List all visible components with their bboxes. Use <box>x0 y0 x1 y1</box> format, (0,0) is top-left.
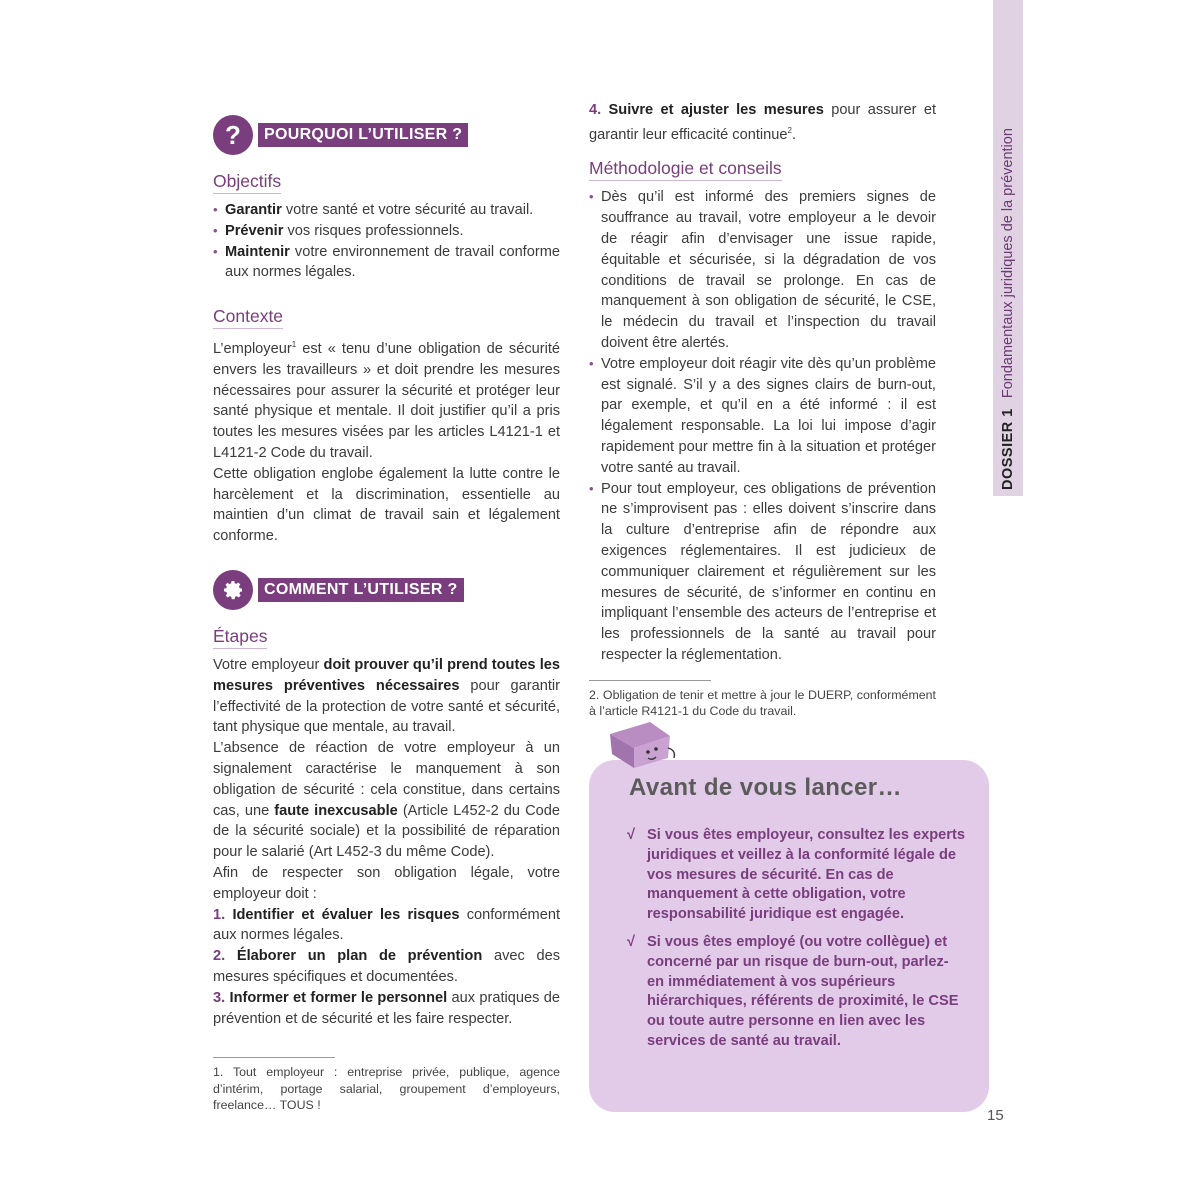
step-item: 3. Informer et former le personnel aux pratiques de prévention et de sécurité et les faire respecter. <box>213 989 560 1027</box>
list-item: • Votre employeur doit réagir vite dès qu’un problème est signalé. S’il y a des signes clairs de burn-out, par exemple, et qu’il en a été informé : il est légalement responsable. La loi lui impose d’agir rapidement pour mettre fin à la situation et protéger votre santé au travail. <box>589 354 936 479</box>
contexte-paragraph: L’employeur$^1$ est « tenu d’une obligation de sécurité envers les travailleurs » et doit prendre les mesures nécessaires pour assurer la sécurité et protéger leur santé physique et mentale. Il doit justifier qu’il a pris toutes les mesures visées par les articles L4121-1 et L4121-2 Code du travail. <box>213 340 560 462</box>
callout-title: Avant de vous lancer… <box>629 774 902 801</box>
check-icon: √ <box>627 933 636 950</box>
objectifs-heading: Objectifs <box>213 170 281 194</box>
contexte-heading: Contexte <box>213 305 283 329</box>
footnote-rule <box>589 680 711 681</box>
right-column <box>589 100 936 720</box>
etapes-paragraph-1: Votre employeur doit prouver qu’il prend toutes les mesures préventives nécessaires pour garantir l’effectivité de la protection de votre santé et sécurité, tant physique que mentale, au travail. <box>213 657 560 736</box>
box-mascot-icon <box>604 718 680 770</box>
footnote-1: 1. Tout employeur : entreprise privée, publique, agence d’intérim, portage salarial, groupement d’employeurs, freelance… TOUS ! <box>213 1065 560 1113</box>
list-item: • Pour tout employeur, ces obligations de prévention ne s’improvisent pas : elles doivent s’inscrire dans la culture d’entreprise afin de répondre aux exigences réglementaires. Il est judicieux de communiquer clairement et régulièrement sur les mesures de sécurité, de s’informer en continu en impliquant l’ensemble des acteurs de l’entreprise et les professionnels de la santé au travail pour respecter la réglementation. <box>589 479 936 666</box>
step-item: 2. Élaborer un plan de prévention avec des mesures spécifiques et documentées. <box>213 948 560 985</box>
dossier-sidebar-label <box>997 70 1019 490</box>
etapes-paragraph-2: L’absence de réaction de votre employeur à un signalement caractérise le manquement à son obligation de sécurité : cela constitue, dans certains cas, une faute inexcusable (Article L452-2 du Code de la sécurité sociale) et la possibilité de réparation pour le salarié (Art L452-3 du même Code). <box>213 740 560 861</box>
etapes-paragraph-3: Afin de respecter son obligation légale, votre employeur doit : <box>213 864 560 902</box>
left-column <box>213 114 560 1114</box>
callout-list <box>627 826 965 1060</box>
section-comment-label: COMMENT L’UTILISER ? <box>258 578 464 602</box>
objectifs-list <box>213 200 560 283</box>
check-icon: √ <box>627 827 636 843</box>
section-pourquoi <box>213 114 560 156</box>
methodo-list <box>589 187 936 665</box>
dossier-number: DOSSIER 1 <box>1000 408 1016 490</box>
contexte-paragraph-2: Cette obligation englobe également la lutte contre le harcèlement et la discrimination, essentielle au maintien d’un climat de travail sain et légalement conforme. <box>213 465 560 545</box>
footnote-rule <box>213 1057 335 1058</box>
page-number: 15 <box>987 1107 1004 1124</box>
step-item: 4. Suivre et ajuster les mesures pour assurer et garantir leur efficacité continue$^2$. <box>589 102 936 143</box>
list-item: • Maintenir votre environnement de travail conforme aux normes légales. <box>213 242 560 284</box>
list-item: √ Si vous êtes employé (ou votre collègue) et concerné par un risque de burn-out, parlez-en immédiatement à vos supérieurs hiérarchiques, référents de proximité, le CSE ou toute autre personne en lien avec les services de santé au travail. <box>627 933 959 1049</box>
avant-de-vous-lancer-box <box>589 760 989 1112</box>
footnote-2: 2. Obligation de tenir et mettre à jour le DUERP, conformément à l’article R4121-1 du Code du travail. <box>589 687 936 719</box>
section-comment <box>213 569 560 611</box>
list-item: • Garantir votre santé et votre sécurité au travail. <box>213 200 560 221</box>
list-item: • Dès qu’il est informé des premiers signes de souffrance au travail, votre employeur a le devoir de réagir afin d’envisager une issue rapide, équitable et sécurisée, si la dégradation de vos conditions de travail se prolonge. En cas de manquement à son obligation de sécurité, le CSE, le médecin du travail et l’inspection du travail doivent être alertés. <box>589 187 936 353</box>
list-item: • Prévenir vos risques professionnels. <box>213 221 560 242</box>
step-item: 1. Identifier et évaluer les risques conformément aux normes légales. <box>213 906 561 944</box>
etapes-heading: Étapes <box>213 625 267 649</box>
dossier-title: Fondamentaux juridiques de la prévention <box>1000 128 1016 399</box>
list-item: √ Si vous êtes employeur, consultez les experts juridiques et veillez à la conformité légale de vos mesures de sécurité. En cas de manquement à cette obligation, votre responsabilité juridique est engagée. <box>627 827 965 923</box>
gear-icon <box>213 570 253 610</box>
methodo-heading: Méthodologie et conseils <box>589 157 782 181</box>
question-icon: ? <box>213 115 253 155</box>
section-pourquoi-label: POURQUOI L’UTILISER ? <box>258 123 468 147</box>
